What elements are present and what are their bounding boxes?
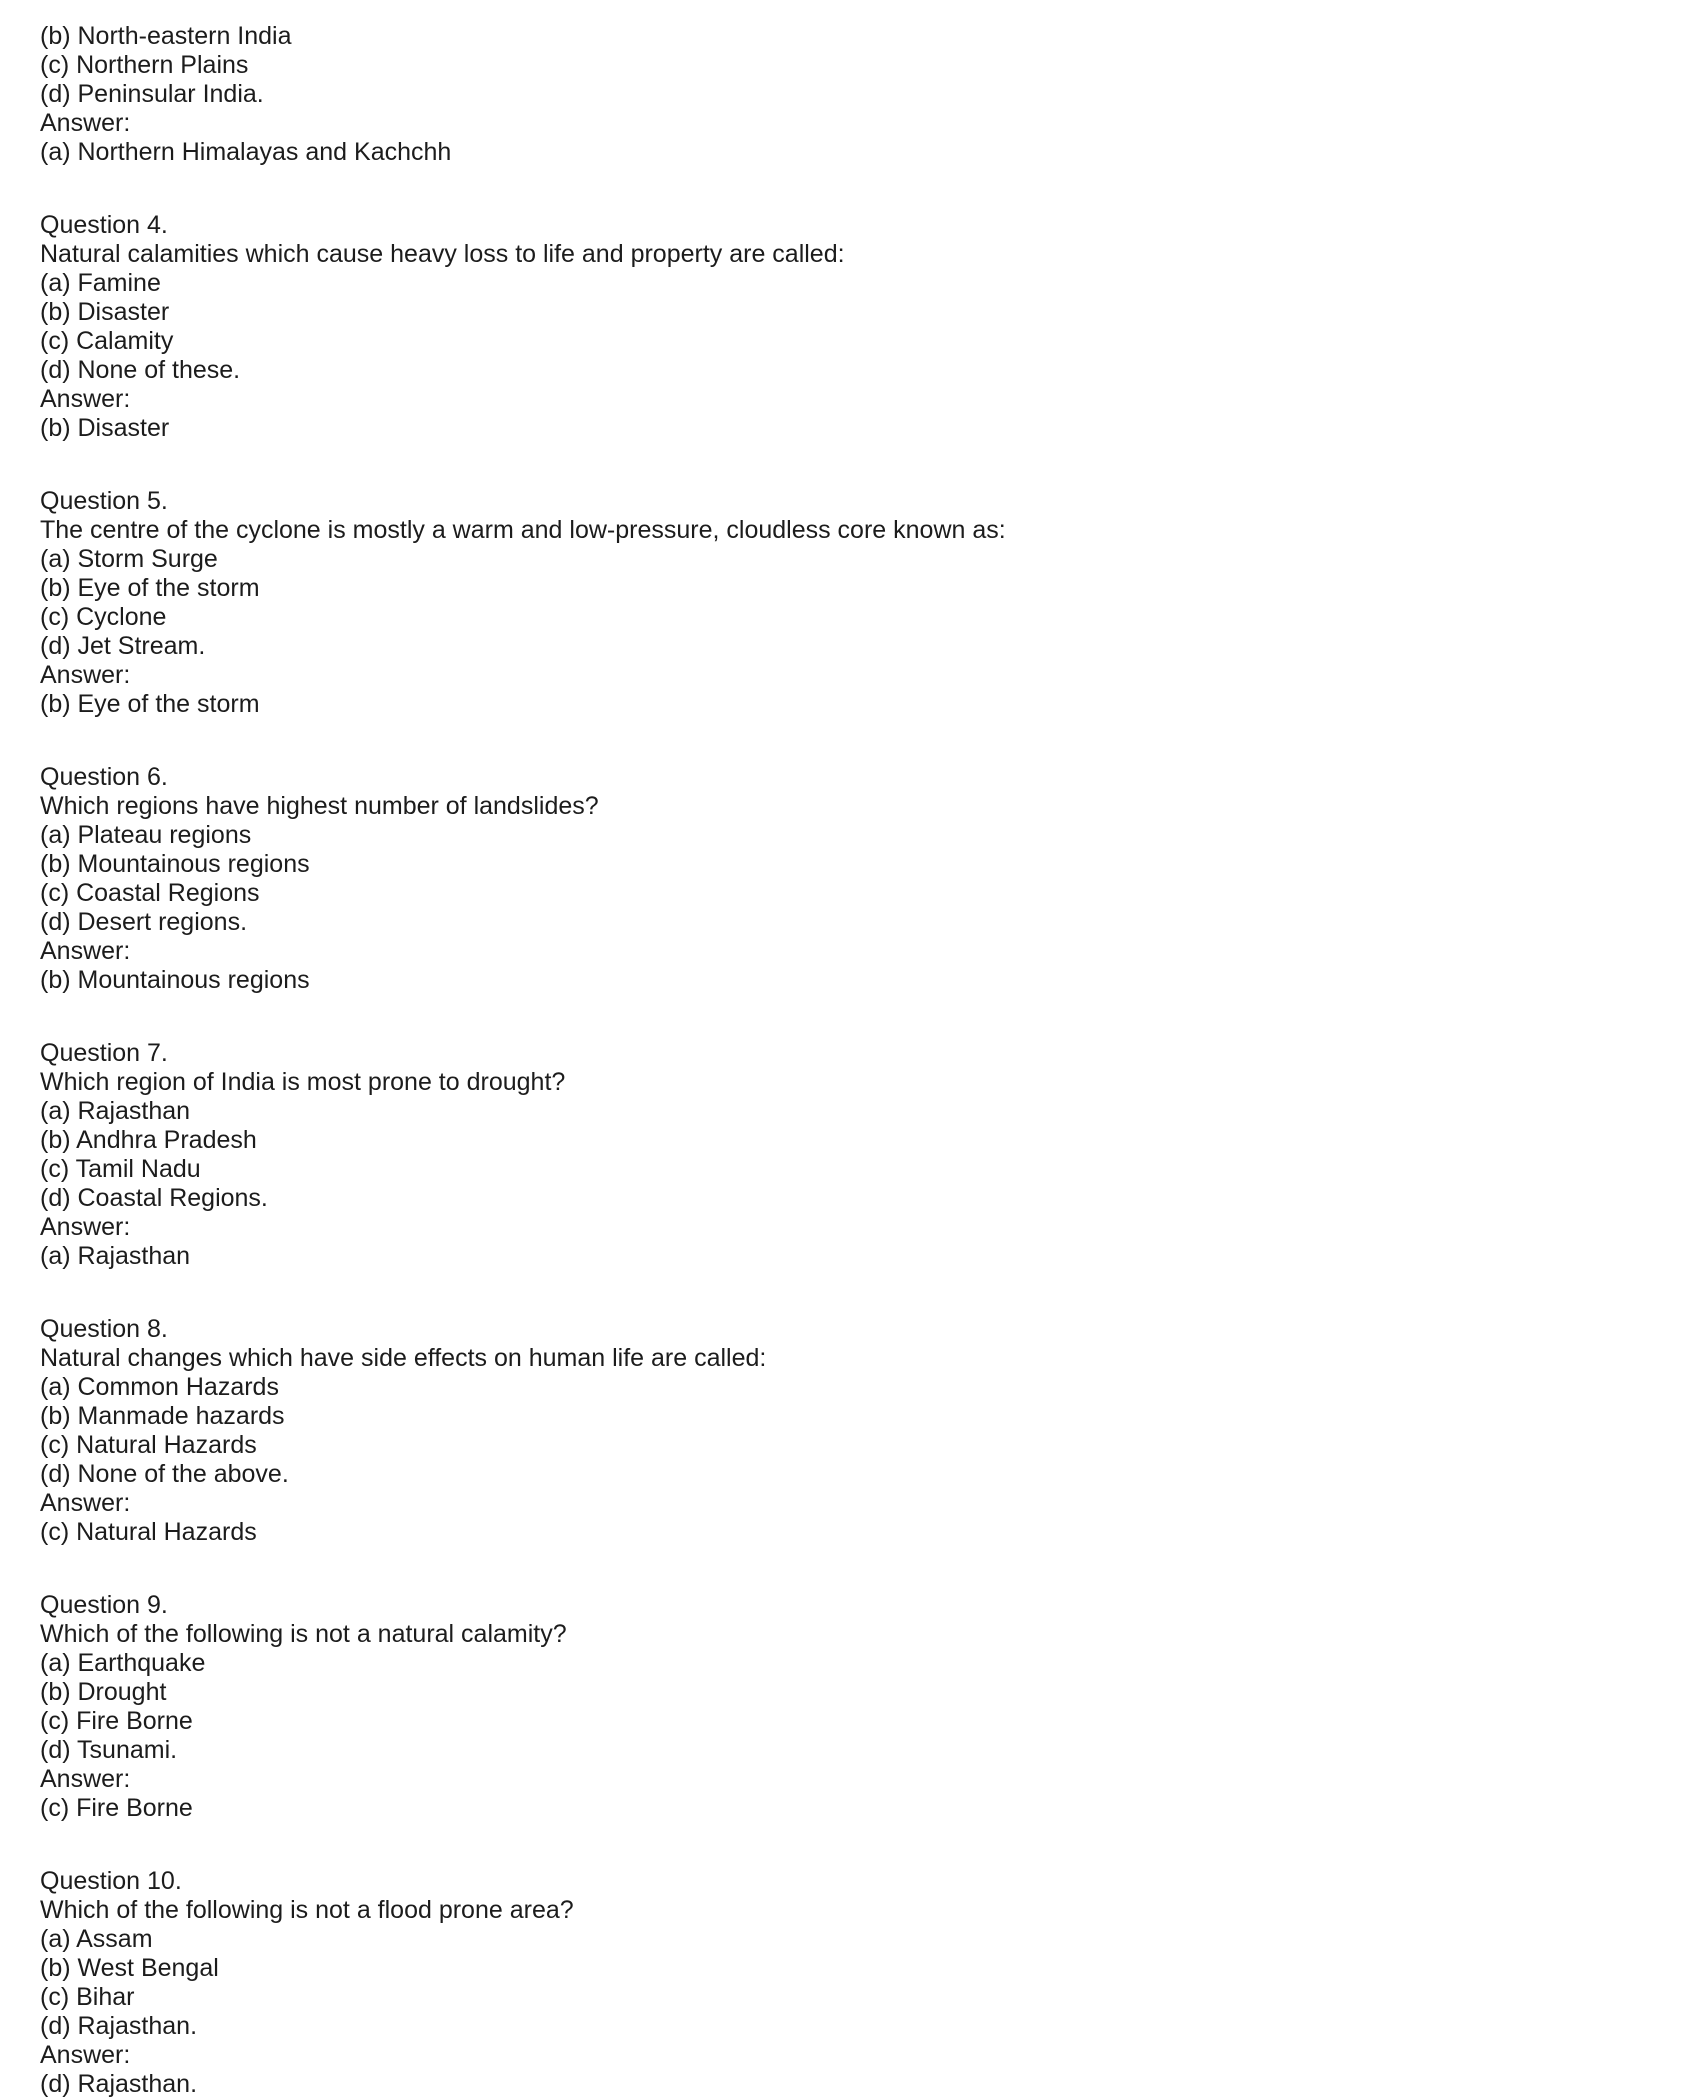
option-item: (c) Cyclone — [40, 603, 167, 631]
question-heading: Question 10. — [40, 1867, 182, 1895]
answer-text: (a) Northern Himalayas and Kachchh — [40, 138, 452, 166]
answer-text: (c) Fire Borne — [40, 1794, 193, 1822]
continued-question-block — [40, 22, 1660, 167]
answer-text: (c) Natural Hazards — [40, 1518, 257, 1546]
question-block-6 — [40, 763, 1660, 995]
option-item: (a) Common Hazards — [40, 1373, 279, 1401]
spacer — [40, 1823, 1660, 1867]
option-item: (a) Storm Surge — [40, 545, 218, 573]
answer-label: Answer: — [40, 1213, 131, 1241]
question-block-10 — [40, 1867, 1660, 2099]
option-item: (d) Coastal Regions. — [40, 1184, 268, 1212]
answer-label: Answer: — [40, 2041, 131, 2069]
question-text: The centre of the cyclone is mostly a warm and low-pressure, cloudless core known as: — [40, 516, 1006, 544]
answer-label: Answer: — [40, 1489, 131, 1517]
spacer — [40, 1547, 1660, 1591]
document-page — [40, 22, 1660, 2099]
question-heading: Question 9. — [40, 1591, 168, 1619]
option-item: (d) Peninsular India. — [40, 80, 264, 108]
option-item: (d) Jet Stream. — [40, 632, 206, 660]
question-text: Which region of India is most prone to drought? — [40, 1068, 566, 1096]
option-item: (a) Famine — [40, 269, 161, 297]
option-item: (c) Natural Hazards — [40, 1431, 257, 1459]
question-block-9 — [40, 1591, 1660, 1823]
option-item: (b) West Bengal — [40, 1954, 219, 1982]
question-heading: Question 5. — [40, 487, 168, 515]
option-item: (a) Rajasthan — [40, 1097, 191, 1125]
question-block-5 — [40, 487, 1660, 719]
option-item: (b) Drought — [40, 1678, 167, 1706]
question-text: Natural changes which have side effects on human life are called: — [40, 1344, 767, 1372]
option-item: (a) Earthquake — [40, 1649, 206, 1677]
option-item: (b) Disaster — [40, 298, 170, 326]
question-heading: Question 8. — [40, 1315, 168, 1343]
option-item: (b) North-eastern India — [40, 22, 292, 50]
option-item: (b) Eye of the storm — [40, 574, 260, 602]
question-block-8 — [40, 1315, 1660, 1547]
question-heading: Question 4. — [40, 211, 168, 239]
option-item: (d) Desert regions. — [40, 908, 248, 936]
spacer — [40, 995, 1660, 1039]
option-item: (c) Tamil Nadu — [40, 1155, 201, 1183]
option-item: (b) Manmade hazards — [40, 1402, 285, 1430]
option-item: (d) Tsunami. — [40, 1736, 178, 1764]
question-heading: Question 7. — [40, 1039, 168, 1067]
option-item: (b) Andhra Pradesh — [40, 1126, 257, 1154]
answer-label: Answer: — [40, 937, 131, 965]
option-item: (c) Bihar — [40, 1983, 135, 2011]
option-item: (c) Northern Plains — [40, 51, 249, 79]
question-heading: Question 6. — [40, 763, 168, 791]
answer-text: (d) Rajasthan. — [40, 2070, 198, 2098]
answer-text: (b) Mountainous regions — [40, 966, 310, 994]
option-item: (a) Plateau regions — [40, 821, 252, 849]
option-item: (a) Assam — [40, 1925, 153, 1953]
question-text: Which of the following is not a natural calamity? — [40, 1620, 567, 1648]
option-item: (d) Rajasthan. — [40, 2012, 198, 2040]
option-item: (d) None of the above. — [40, 1460, 289, 1488]
option-item: (c) Calamity — [40, 327, 174, 355]
option-item: (c) Coastal Regions — [40, 879, 260, 907]
question-text: Which regions have highest number of landslides? — [40, 792, 599, 820]
question-text: Natural calamities which cause heavy loss to life and property are called: — [40, 240, 845, 268]
answer-text: (b) Eye of the storm — [40, 690, 260, 718]
answer-label: Answer: — [40, 109, 131, 137]
answer-text: (a) Rajasthan — [40, 1242, 191, 1270]
question-block-4 — [40, 211, 1660, 443]
question-block-7 — [40, 1039, 1660, 1271]
spacer — [40, 167, 1660, 211]
answer-text: (b) Disaster — [40, 414, 170, 442]
spacer — [40, 443, 1660, 487]
answer-label: Answer: — [40, 661, 131, 689]
option-item: (c) Fire Borne — [40, 1707, 193, 1735]
option-item: (b) Mountainous regions — [40, 850, 310, 878]
spacer — [40, 719, 1660, 763]
option-item: (d) None of these. — [40, 356, 241, 384]
spacer — [40, 1271, 1660, 1315]
question-text: Which of the following is not a flood prone area? — [40, 1896, 574, 1924]
answer-label: Answer: — [40, 1765, 131, 1793]
answer-label: Answer: — [40, 385, 131, 413]
